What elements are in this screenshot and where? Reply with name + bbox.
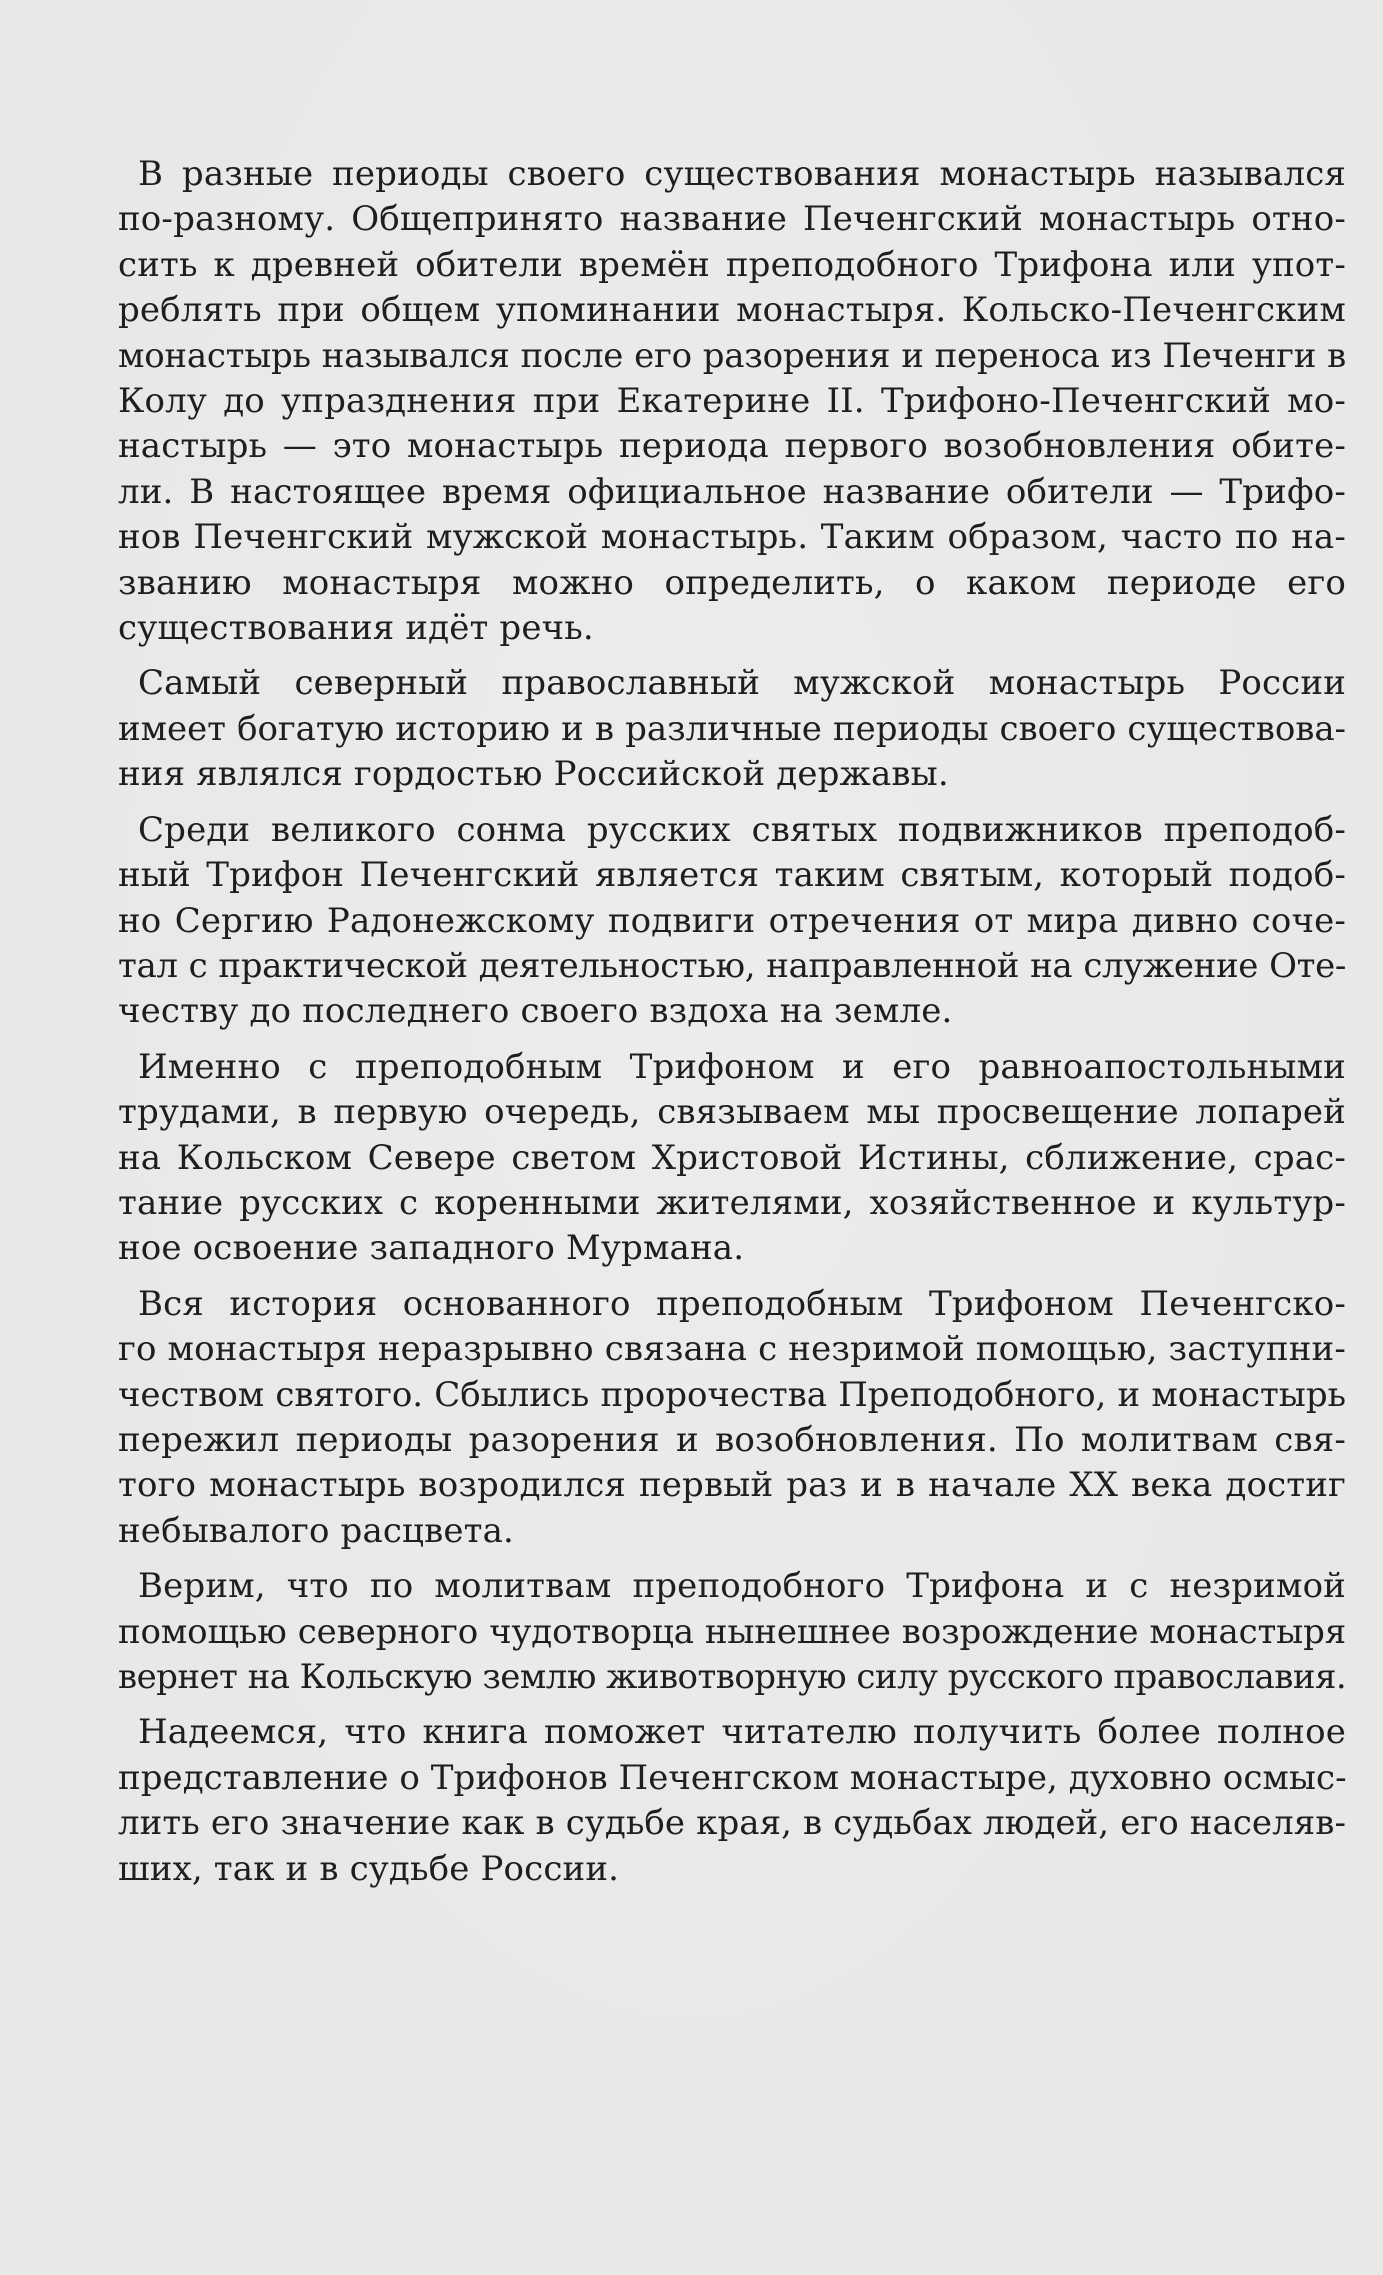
text-line: честву до последнего своего вздоха на земле.: [118, 991, 953, 1032]
text-line: званию монастыря можно определить, о каком периоде его: [118, 562, 1346, 603]
text-line: по-разному. Общепринято название Печенгский монастырь отно-: [118, 199, 1346, 240]
text-line: ный Трифон Печенгский является таким святым, который подоб-: [118, 855, 1346, 896]
paragraph-7: [118, 1710, 1346, 1892]
text-line: Верим, что по молитвам преподобного Трифона и с незримой: [138, 1566, 1346, 1607]
text-line: монастырь назывался после его разорения и переноса из Печенги в: [118, 335, 1346, 376]
paragraph-5: [118, 1282, 1346, 1554]
text-line: тал с практической деятельностью, направленной на служение Оте-: [118, 945, 1346, 986]
text-line: имеет богатую историю и в различные периоды своего существова-: [118, 708, 1346, 749]
paragraph-2: [118, 661, 1346, 797]
text-line: настырь — это монастырь периода первого возобновления обите-: [118, 426, 1346, 467]
paragraph-3: [118, 808, 1346, 1035]
text-line: на Кольском Севере светом Христовой Истины, сближение, срас-: [118, 1137, 1346, 1178]
text-line: того монастырь возродился первый раз и в начале XX века достиг: [118, 1465, 1346, 1506]
text-line: трудами, в первую очередь, связываем мы просвещение лопарей: [118, 1092, 1346, 1133]
text-line: Среди великого сонма русских святых подвижников преподоб-: [138, 809, 1346, 850]
text-line: пережил периоды разорения и возобновления. По молитвам свя-: [118, 1419, 1346, 1460]
text-line: тание русских с коренными жителями, хозяйственное и культур-: [118, 1182, 1346, 1223]
text-line: сить к древней обители времён преподобного Трифона или упот-: [118, 244, 1346, 285]
text-line: представление о Трифонов Печенгском монастыре, духовно осмыс-: [118, 1757, 1347, 1798]
paragraph-6: [118, 1564, 1346, 1700]
text-line: помощью северного чудотворца нынешнее возрождение монастыря: [118, 1611, 1346, 1652]
paragraph-1: [118, 152, 1346, 651]
text-line: нов Печенгский мужской монастырь. Таким образом, часто по на-: [118, 517, 1346, 558]
text-line: ния являлся гордостью Российской державы.: [118, 754, 949, 795]
text-line: Вся история основанного преподобным Трифоном Печенгско-: [138, 1283, 1346, 1324]
text-line: Самый северный православный мужской монастырь России: [138, 663, 1346, 704]
text-line: ное освоение западного Мурмана.: [118, 1228, 745, 1269]
text-line: ших, так и в судьбе России.: [118, 1848, 620, 1889]
text-line: ли. В настоящее время официальное название обители — Трифо-: [118, 471, 1346, 512]
text-line: го монастыря неразрывно связана с незримой помощью, заступни-: [118, 1329, 1346, 1370]
text-line: существования идёт речь.: [118, 608, 594, 649]
text-line: Надеемся, что книга поможет читателю получить более полное: [138, 1712, 1346, 1753]
text-line: В разные периоды своего существования монастырь назывался: [138, 154, 1346, 194]
text-line: Колу до упразднения при Екатерине II. Трифоно-Печенгский мо-: [118, 381, 1346, 422]
text-line: лить его значение как в судьбе края, в судьбах людей, его населяв-: [118, 1803, 1346, 1844]
text-line: вернет на Кольскую землю животворную силу русского православия.: [118, 1657, 1347, 1697]
body-text: [118, 152, 1346, 1902]
text-line: реблять при общем упоминании монастыря. Кольско-Печенгским: [118, 290, 1346, 331]
paragraph-4: [118, 1045, 1346, 1272]
text-line: Именно с преподобным Трифоном и его равноапостольными: [138, 1046, 1346, 1087]
text-line: но Сергию Радонежскому подвиги отречения от мира дивно соче-: [118, 900, 1346, 941]
text-line: чеством святого. Сбылись пророчества Преподобного, и монастырь: [118, 1374, 1346, 1415]
text-line: небывалого расцвета.: [118, 1510, 514, 1551]
